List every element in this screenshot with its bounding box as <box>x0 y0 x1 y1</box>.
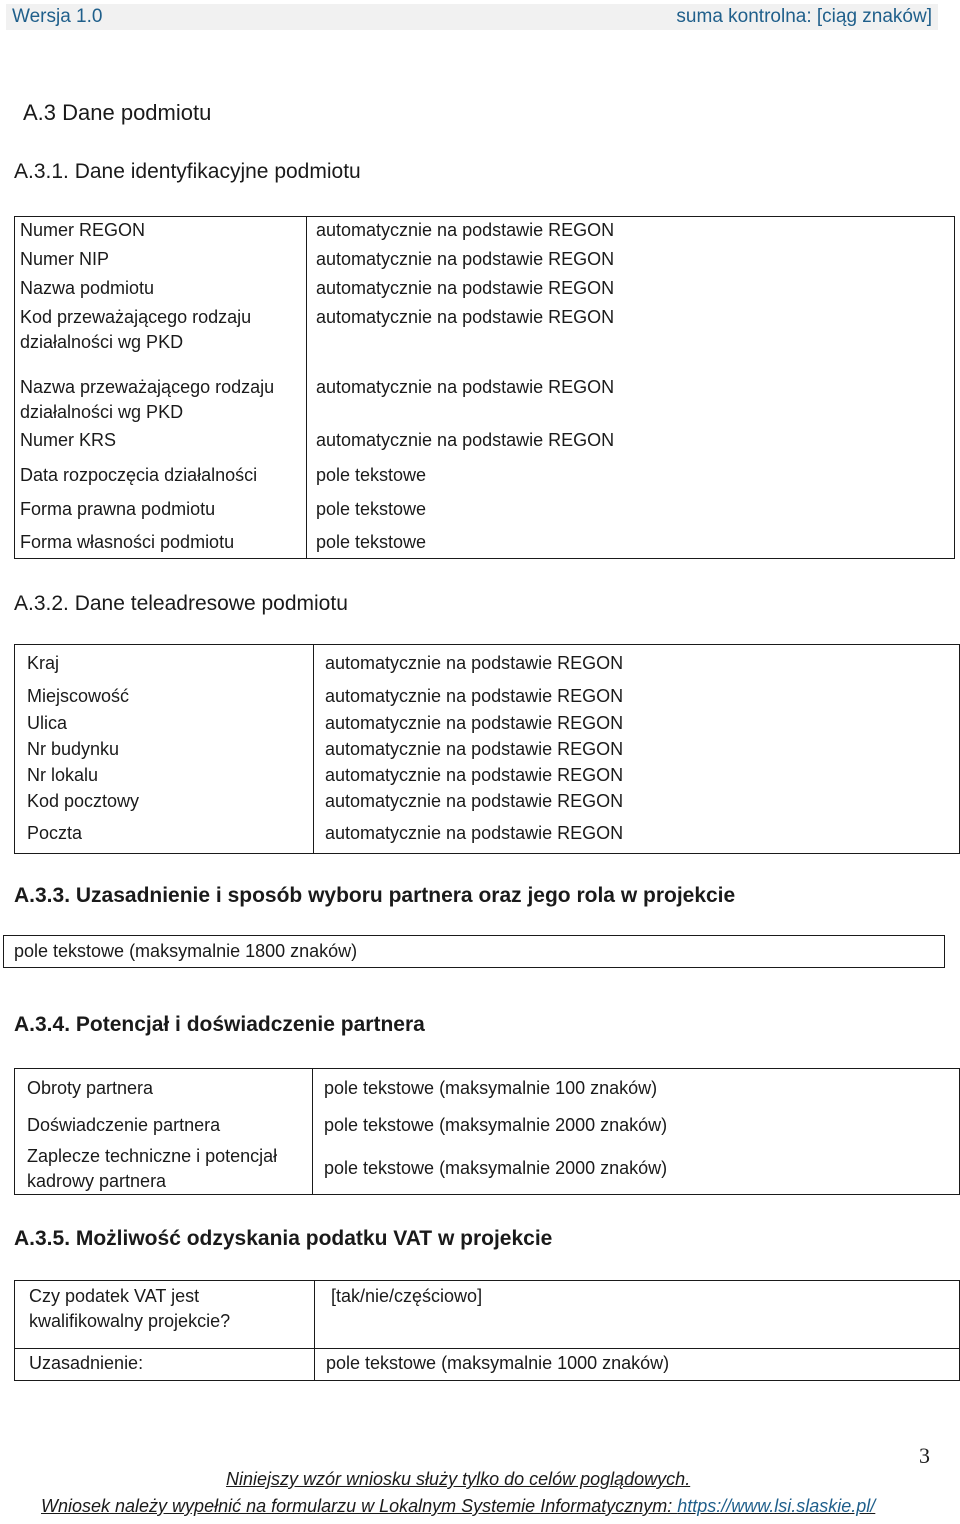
field-value[interactable]: pole tekstowe (maksymalnie 1000 znaków) <box>326 1353 670 1373</box>
field-value[interactable]: pole tekstowe (maksymalnie 2000 znaków) <box>324 1158 668 1178</box>
field-value[interactable]: automatycznie na podstawie REGON <box>325 765 624 785</box>
field-label: Uzasadnienie: <box>29 1353 144 1373</box>
section-a35-title: A.3.5. Możliwość odzyskania podatku VAT w projekcie <box>14 1227 553 1250</box>
field-value[interactable]: pole tekstowe <box>316 532 427 552</box>
field-label: Nr lokalu <box>27 765 99 785</box>
section-a31-title: A.3.1. Dane identyfikacyjne podmiotu <box>14 160 361 183</box>
field-label: kwalifikowalny projekcie? <box>29 1311 231 1331</box>
vat-table-row-divider <box>14 1348 960 1349</box>
field-label: działalności wg PKD <box>20 332 184 352</box>
field-value[interactable]: automatycznie na podstawie REGON <box>325 653 624 673</box>
identification-table-divider <box>306 216 307 559</box>
field-value[interactable]: pole tekstowe (maksymalnie 2000 znaków) <box>324 1115 668 1135</box>
field-label: Ulica <box>27 713 68 733</box>
field-value[interactable]: automatycznie na podstawie REGON <box>316 249 615 269</box>
field-label: Numer NIP <box>20 249 110 269</box>
field-label: Forma własności podmiotu <box>20 532 235 552</box>
footer-disclaimer: Niniejszy wzór wniosku służy tylko do celów poglądowych. <box>226 1469 691 1489</box>
section-a3-title: A.3 Dane podmiotu <box>23 100 212 125</box>
field-label: Forma prawna podmiotu <box>20 499 216 519</box>
version-label: Wersja 1.0 <box>12 6 103 27</box>
field-label: Czy podatek VAT jest <box>29 1286 200 1306</box>
field-label: Miejscowość <box>27 686 130 706</box>
field-value[interactable]: automatycznie na podstawie REGON <box>325 823 624 843</box>
field-value[interactable]: automatycznie na podstawie REGON <box>316 377 615 397</box>
field-value[interactable]: pole tekstowe <box>316 465 427 485</box>
page-number: 3 <box>919 1443 930 1468</box>
field-label: Kod przeważającego rodzaju <box>20 307 252 327</box>
section-a32-title: A.3.2. Dane teleadresowe podmiotu <box>14 592 348 615</box>
field-label: Poczta <box>27 823 83 843</box>
field-label: Nazwa podmiotu <box>20 278 155 298</box>
field-label: Nazwa przeważającego rodzaju <box>20 377 275 397</box>
potential-table-divider <box>312 1068 313 1195</box>
footer-instruction-text: Wniosek należy wypełnić na formularzu w Lokalnym Systemie Informatycznym: <box>41 1496 678 1516</box>
field-value[interactable]: automatycznie na podstawie REGON <box>325 791 624 811</box>
field-value[interactable]: [tak/nie/częściowo] <box>331 1286 483 1306</box>
field-label: kadrowy partnera <box>27 1171 167 1191</box>
field-label: Numer KRS <box>20 430 117 450</box>
field-value[interactable]: automatycznie na podstawie REGON <box>325 713 624 733</box>
field-label: działalności wg PKD <box>20 402 184 422</box>
section-a33-title: A.3.3. Uzasadnienie i sposób wyboru partnera oraz jego rola w projekcie <box>14 884 736 907</box>
field-value[interactable]: automatycznie na podstawie REGON <box>316 220 615 240</box>
field-label: Data rozpoczęcia działalności <box>20 465 258 485</box>
field-label: Obroty partnera <box>27 1078 154 1098</box>
field-label: Kod pocztowy <box>27 791 140 811</box>
field-value[interactable]: automatycznie na podstawie REGON <box>316 278 615 298</box>
document-header <box>6 4 938 30</box>
section-a34-title: A.3.4. Potencjał i doświadczenie partnera <box>14 1013 425 1036</box>
field-value[interactable]: automatycznie na podstawie REGON <box>325 739 624 759</box>
field-label: Doświadczenie partnera <box>27 1115 221 1135</box>
field-value[interactable]: automatycznie na podstawie REGON <box>316 430 615 450</box>
field-label: Kraj <box>27 653 60 673</box>
vat-table-divider <box>314 1280 315 1381</box>
checksum-label: suma kontrolna: [ciąg znaków] <box>676 6 932 27</box>
field-value[interactable]: pole tekstowe (maksymalnie 100 znaków) <box>324 1078 658 1098</box>
field-label: Numer REGON <box>20 220 146 240</box>
field-value[interactable]: automatycznie na podstawie REGON <box>325 686 624 706</box>
justification-field-text: pole tekstowe (maksymalnie 1800 znaków) <box>14 941 358 961</box>
field-label: Zaplecze techniczne i potencjał <box>27 1146 278 1166</box>
field-label: Nr budynku <box>27 739 120 759</box>
justification-field[interactable] <box>3 935 945 968</box>
field-value[interactable]: pole tekstowe <box>316 499 427 519</box>
footer-instruction <box>41 1496 875 1517</box>
contact-table-divider <box>313 644 314 854</box>
field-value[interactable]: automatycznie na podstawie REGON <box>316 307 615 327</box>
lsi-link[interactable]: https://www.lsi.slaskie.pl/ <box>677 1496 876 1516</box>
